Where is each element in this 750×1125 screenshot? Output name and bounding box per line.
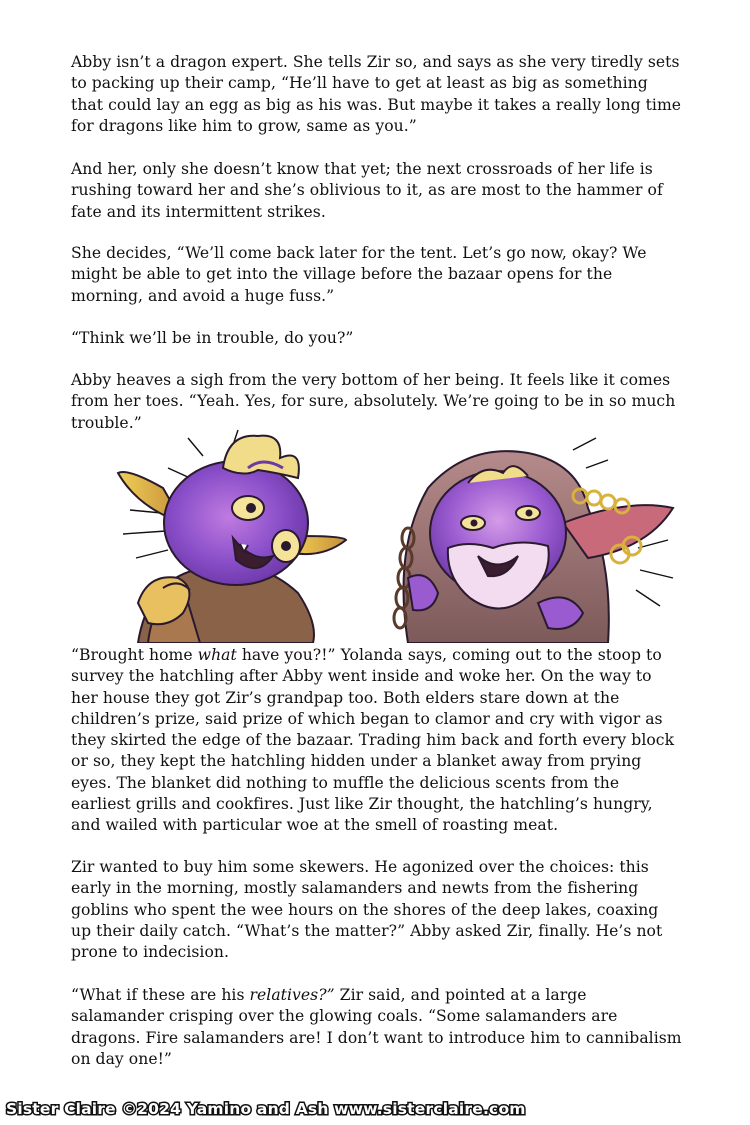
paragraph-6: “Brought home what have you?!” Yolanda says, coming out to the stoop to survey the hatchling after Abby went inside and woke her. On the way to her house they got Zir’s grandpap too. Both elders stare down at the children’s prize, said prize of which began to clamor and cry with vigor as they skirted the edge of the bazaar. Trading him back and forth every block or so, they kept the hatchling hidden under a blanket away from prying eyes. The blanket did nothing to muffle the delicious scents from the earliest grills and cookfires. Just like Zir thought, the hatchling’s hungry, and wailed with particular woe at the smell of roasting meat. [71,646,675,835]
paragraph-1: Abby isn’t a dragon expert. She tells Zir so, and says as she very tiredly sets to packing up their camp, “He’ll have to get at least as big as something that could lay an egg as big as his was. But maybe it takes a really long time for dragons like him to grow, same as you.” [71,53,682,135]
illustration-goblins [108,428,678,643]
paragraph-2: And her, only she doesn’t know that yet; the next crossroads of her life is rushing toward her and she’s oblivious to it, as are most to the hammer of fate and its intermittent strikes. [71,160,663,221]
paragraph-8: “What if these are his relatives?” Zir said, and pointed at a large salamander crisping over the glowing coals. “Some salamanders are dragons. Fire salamanders are! I don’t want to introduce him to cannibalism on day one!” [71,986,682,1068]
right-goblin [394,451,673,643]
footer-credit: Sister Claire ©2024 Yamino and Ash www.sisterclaire.com [6,1100,526,1118]
emphasis-relatives: relatives?” [249,986,335,1004]
emphasis-what: what [197,646,237,664]
paragraph-4: “Think we’ll be in trouble, do you?” [71,329,354,347]
paragraph-5: Abby heaves a sigh from the very bottom of her being. It feels like it comes from her toes. “Yeah. Yes, for sure, absolutely. We’re going to be in so much trouble.” [71,371,676,432]
paragraph-3: She decides, “We’ll come back later for the tent. Let’s go now, okay? We might be able to get into the village before the bazaar opens for the morning, and avoid a huge fuss.” [71,244,647,305]
paragraph-7: Zir wanted to buy him some skewers. He agonized over the choices: this early in the morning, mostly salamanders and newts from the fishering goblins who spent the wee hours on the shores of the deep lakes, coaxing up their daily catch. “What’s the matter?” Abby asked Zir, finally. He’s not prone to indecision. [71,858,663,962]
left-goblin [118,436,346,643]
